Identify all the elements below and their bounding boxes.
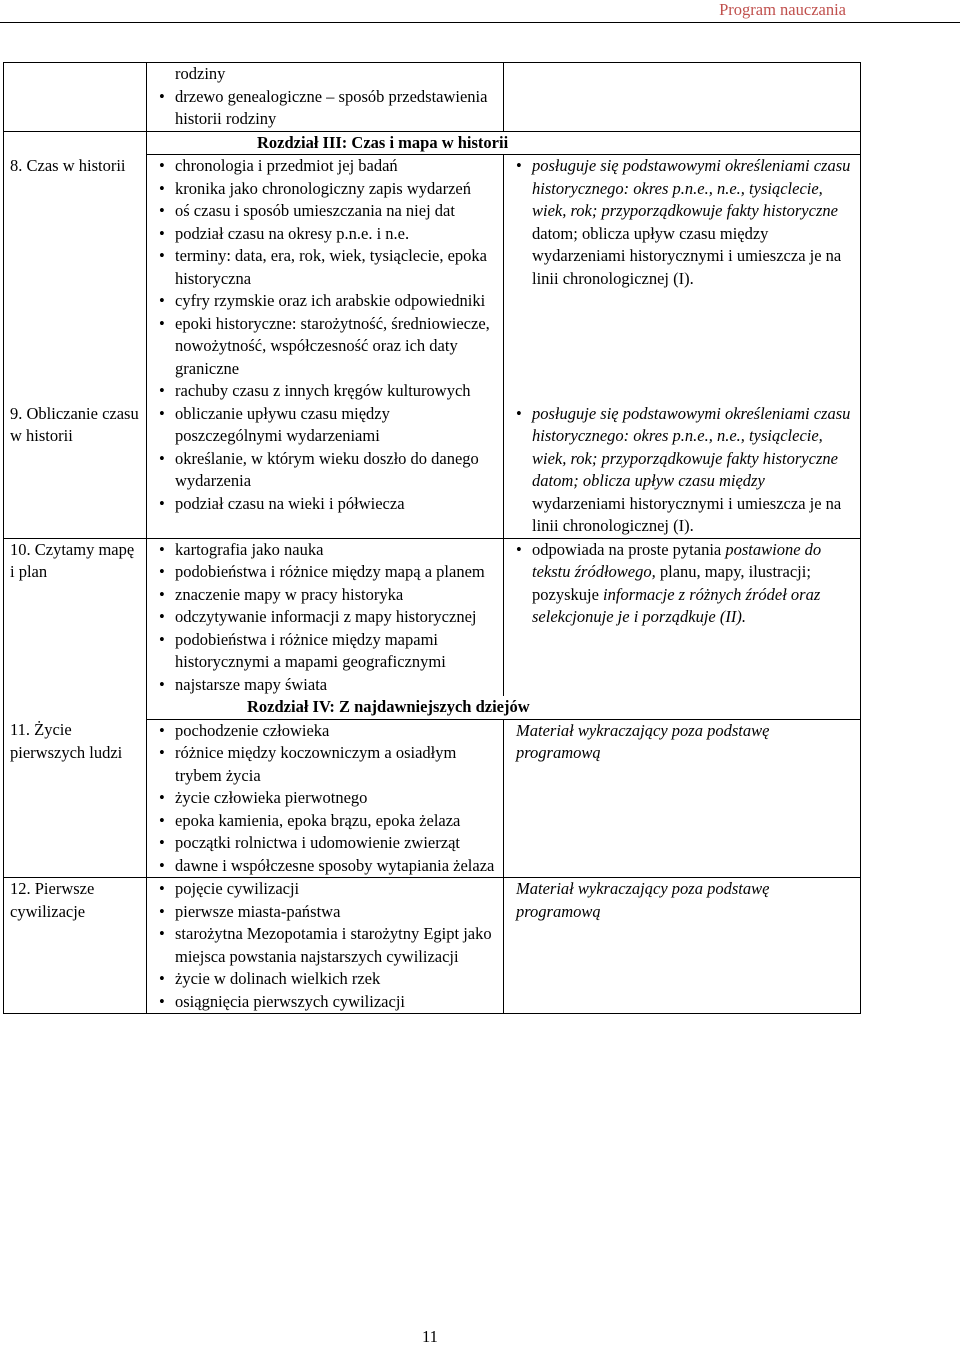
requirement-text: wydarzeniami historycznymi i umieszcza je na linii chronologicznej (I). xyxy=(532,493,842,535)
table-row xyxy=(4,878,861,1014)
list-item: • starożytna Mezopotamia i starożytny Egipt jako miejsca powstania najstarszych cywilizacji xyxy=(153,923,499,968)
table-row xyxy=(4,63,861,132)
list-item: • podział czasu na wieki i półwiecza xyxy=(153,493,499,516)
lesson-cell xyxy=(4,696,147,719)
content-list xyxy=(153,539,499,697)
header-title: Program nauczania xyxy=(719,0,846,19)
list-item: • znaczenie mapy w pracy historyka xyxy=(153,584,499,607)
requirements-list xyxy=(510,155,856,290)
requirement-item xyxy=(510,155,856,290)
requirements-list xyxy=(510,539,856,629)
content-cell xyxy=(147,878,504,1014)
list-item: • chronologia i przedmiot jej badań xyxy=(153,155,499,178)
requirement-text-italic: postawione do tekstu źródłowego, xyxy=(532,539,822,581)
list-item: • drzewo genealogiczne – sposób przedstawienia historii rodziny xyxy=(153,86,499,131)
content-list xyxy=(153,155,499,403)
list-item: • najstarsze mapy świata xyxy=(153,674,499,697)
content-list xyxy=(153,86,499,131)
table-row xyxy=(4,538,861,696)
table-row xyxy=(4,403,861,539)
requirement-item xyxy=(510,539,856,629)
page-number: 11 xyxy=(422,1327,438,1346)
requirements-list xyxy=(510,403,856,538)
content-list xyxy=(153,720,499,878)
requirement-text-italic: posługuje się podstawowymi określeniami czasu historycznego: okres p.n.e., n.e., tysiąclecie, wiek, rok; przyporządkowuje fakty historyczne xyxy=(532,156,851,220)
requirement-text: datom; oblicza upływ czasu między xyxy=(532,223,769,243)
table-row xyxy=(4,155,861,403)
requirement-text-italic: Materiał wykraczający poza podstawę programową xyxy=(516,879,770,921)
requirement-text-italic: informacje z różnych źródeł oraz selekcjonuje je i porządkuje (II). xyxy=(532,584,821,626)
chapter-title: Rozdział III: Czas i mapa w historii xyxy=(147,131,861,155)
requirement-text-italic: posługuje się podstawowymi określeniami czasu historycznego: okres p.n.e., n.e., tysiąclecie, wiek, rok; przyporządkowuje fakty historyczne datom; oblicza upływ czasu między xyxy=(532,403,851,490)
requirements-cell xyxy=(504,403,861,539)
content-cell xyxy=(147,155,504,403)
table-row xyxy=(4,719,861,878)
lesson-title: 11. Życie pierwszych ludzi xyxy=(4,719,147,878)
list-item: • osiągnięcia pierwszych cywilizacji xyxy=(153,991,499,1014)
chapter-title: Rozdział IV: Z najdawniejszych dziejów xyxy=(147,696,861,719)
list-item: • początki rolnictwa i udomowienie zwierząt xyxy=(153,832,499,855)
requirement-text-italic: Materiał wykraczający poza podstawę programową xyxy=(516,720,770,762)
list-item: • dawne i współczesne sposoby wytapiania żelaza xyxy=(153,855,499,878)
list-item: • terminy: data, era, rok, wiek, tysiąclecie, epoka historyczna xyxy=(153,245,499,290)
requirements-cell xyxy=(504,155,861,403)
list-item: • kartografia jako nauka xyxy=(153,539,499,562)
list-item: • życie w dolinach wielkich rzek xyxy=(153,968,499,991)
content-cell xyxy=(147,538,504,696)
lesson-title: 12. Pierwsze cywilizacje xyxy=(4,878,147,1014)
content-cell xyxy=(147,719,504,878)
requirements-cell xyxy=(504,719,861,878)
list-item: • podział czasu na okresy p.n.e. i n.e. xyxy=(153,223,499,246)
list-item: • różnice między koczowniczym a osiadłym trybem życia xyxy=(153,742,499,787)
list-item: • pochodzenie człowieka xyxy=(153,720,499,743)
list-item: • podobieństwa i różnice między mapami historycznymi a mapami geograficznymi xyxy=(153,629,499,674)
requirement-text: planu, mapy, ilustracji; pozyskuje xyxy=(532,562,811,604)
list-item: • oś czasu i sposób umieszczania na niej dat xyxy=(153,200,499,223)
list-item: • epoki historyczne: starożytność, średniowiecze, nowożytność, współczesność oraz ich daty graniczne xyxy=(153,313,499,381)
content-list xyxy=(153,878,499,1013)
chapter-row xyxy=(4,696,861,719)
requirement-text: odpowiada na proste pytania xyxy=(532,539,722,559)
list-item: • epoka kamienia, epoka brązu, epoka żelaza xyxy=(153,810,499,833)
list-item: • pierwsze miasta-państwa xyxy=(153,901,499,924)
requirement-text: wydarzeniami historycznymi i umieszcza je na linii chronologicznej (I). xyxy=(532,246,842,288)
requirements-cell xyxy=(504,63,861,132)
lesson-title: 9. Obliczanie czasu w historii xyxy=(4,403,147,539)
list-item: • rachuby czasu z innych kręgów kulturowych xyxy=(153,380,499,403)
lesson-title: 8. Czas w historii xyxy=(4,155,147,403)
list-item: • podobieństwa i różnice między mapą a planem xyxy=(153,561,499,584)
list-item: • określanie, w którym wieku doszło do danego wydarzenia xyxy=(153,448,499,493)
requirements-cell xyxy=(504,878,861,1014)
content-cell xyxy=(147,403,504,539)
content-list xyxy=(153,403,499,516)
list-item: • cyfry rzymskie oraz ich arabskie odpowiedniki xyxy=(153,290,499,313)
requirement-item xyxy=(510,403,856,538)
page-header xyxy=(0,0,960,23)
content-cell xyxy=(147,63,504,132)
lesson-title: 10. Czytamy mapę i plan xyxy=(4,538,147,696)
requirements-cell xyxy=(504,538,861,696)
list-item: • kronika jako chronologiczny zapis wydarzeń xyxy=(153,178,499,201)
list-item: • pojęcie cywilizacji xyxy=(153,878,499,901)
lesson-cell xyxy=(4,63,147,132)
list-item: • życie człowieka pierwotnego xyxy=(153,787,499,810)
chapter-row xyxy=(4,131,861,155)
list-item: • obliczanie upływu czasu między poszczególnymi wydarzeniami xyxy=(153,403,499,448)
curriculum-table xyxy=(3,62,861,1014)
list-item: • odczytywanie informacji z mapy historycznej xyxy=(153,606,499,629)
lesson-cell xyxy=(4,131,147,155)
list-item: rodziny xyxy=(175,64,226,83)
